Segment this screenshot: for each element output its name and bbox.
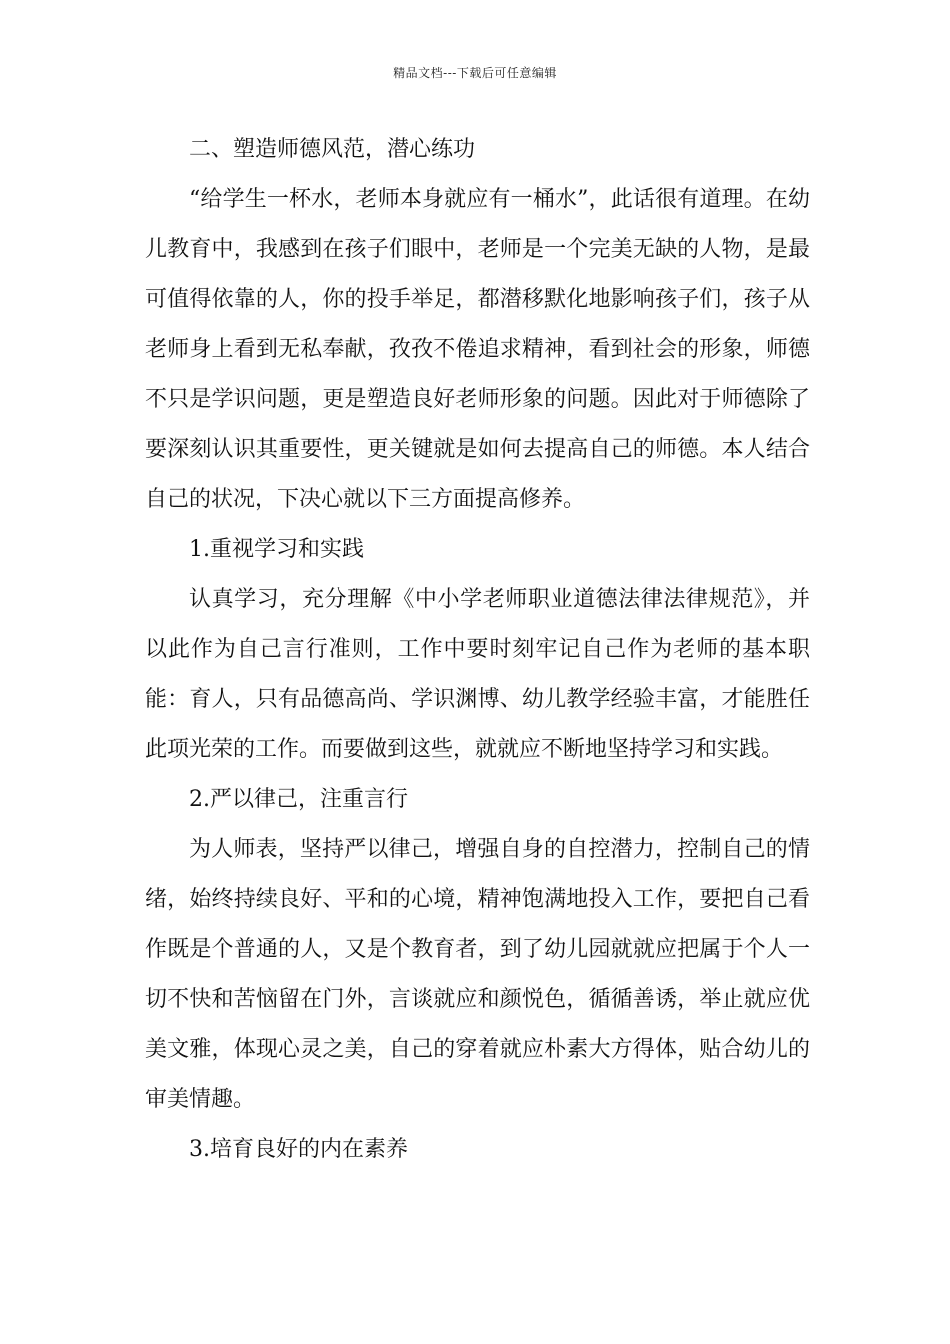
page-header: 精品文档---下载后可任意编辑 [393, 66, 557, 80]
intro-paragraph: “给学生一杯水，老师本身就应有一桶水”，此话很有道理。在幼儿教育中，我感到在孩子们眼中，老师是一个完美无缺的人物，是最可值得依靠的人，你的投手举足，都潜移默化地影响孩子们，孩子从老师身上看到无私奉献，孜孜不倦追求精神，看到社会的形象，师德不只是学识问题，更是塑造良好老师形象的问题。因此对于师德除了要深刻认识其重要性，更关键就是如何去提高自己的师德。本人结合自己的状况，下决心就以下三方面提高修养。 [145, 187, 810, 512]
item1-paragraph: 认真学习，充分理解《中小学老师职业道德法律法律规范》，并以此作为自己言行准则，工作中要时刻牢记自己作为老师的基本职能：育人，只有品德高尚、学识渊博、幼儿教学经验丰富，才能胜任此项光荣的工作。而要做到这些，就就应不断地坚持学习和实践。 [145, 587, 810, 762]
section-title: 二、塑造师德风范，潜心练功 [189, 137, 476, 162]
item2-paragraph: 为人师表，坚持严以律己，增强自身的自控潜力，控制自己的情绪，始终持续良好、平和的心境，精神饱满地投入工作，要把自己看作既是个普通的人，又是个教育者，到了幼儿园就就应把属于个人一切不快和苦恼留在门外，言谈就应和颜悦色，循循善诱，举止就应优美文雅，体现心灵之美，自己的穿着就应朴素大方得体，贴合幼儿的审美情趣。 [145, 837, 810, 1112]
document-body [145, 125, 810, 1175]
item2-heading: 2.严以律己，注重言行 [189, 787, 408, 812]
item1-heading: 1.重视学习和实践 [189, 537, 364, 562]
item3-heading: 3.培育良好的内在素养 [189, 1137, 408, 1162]
